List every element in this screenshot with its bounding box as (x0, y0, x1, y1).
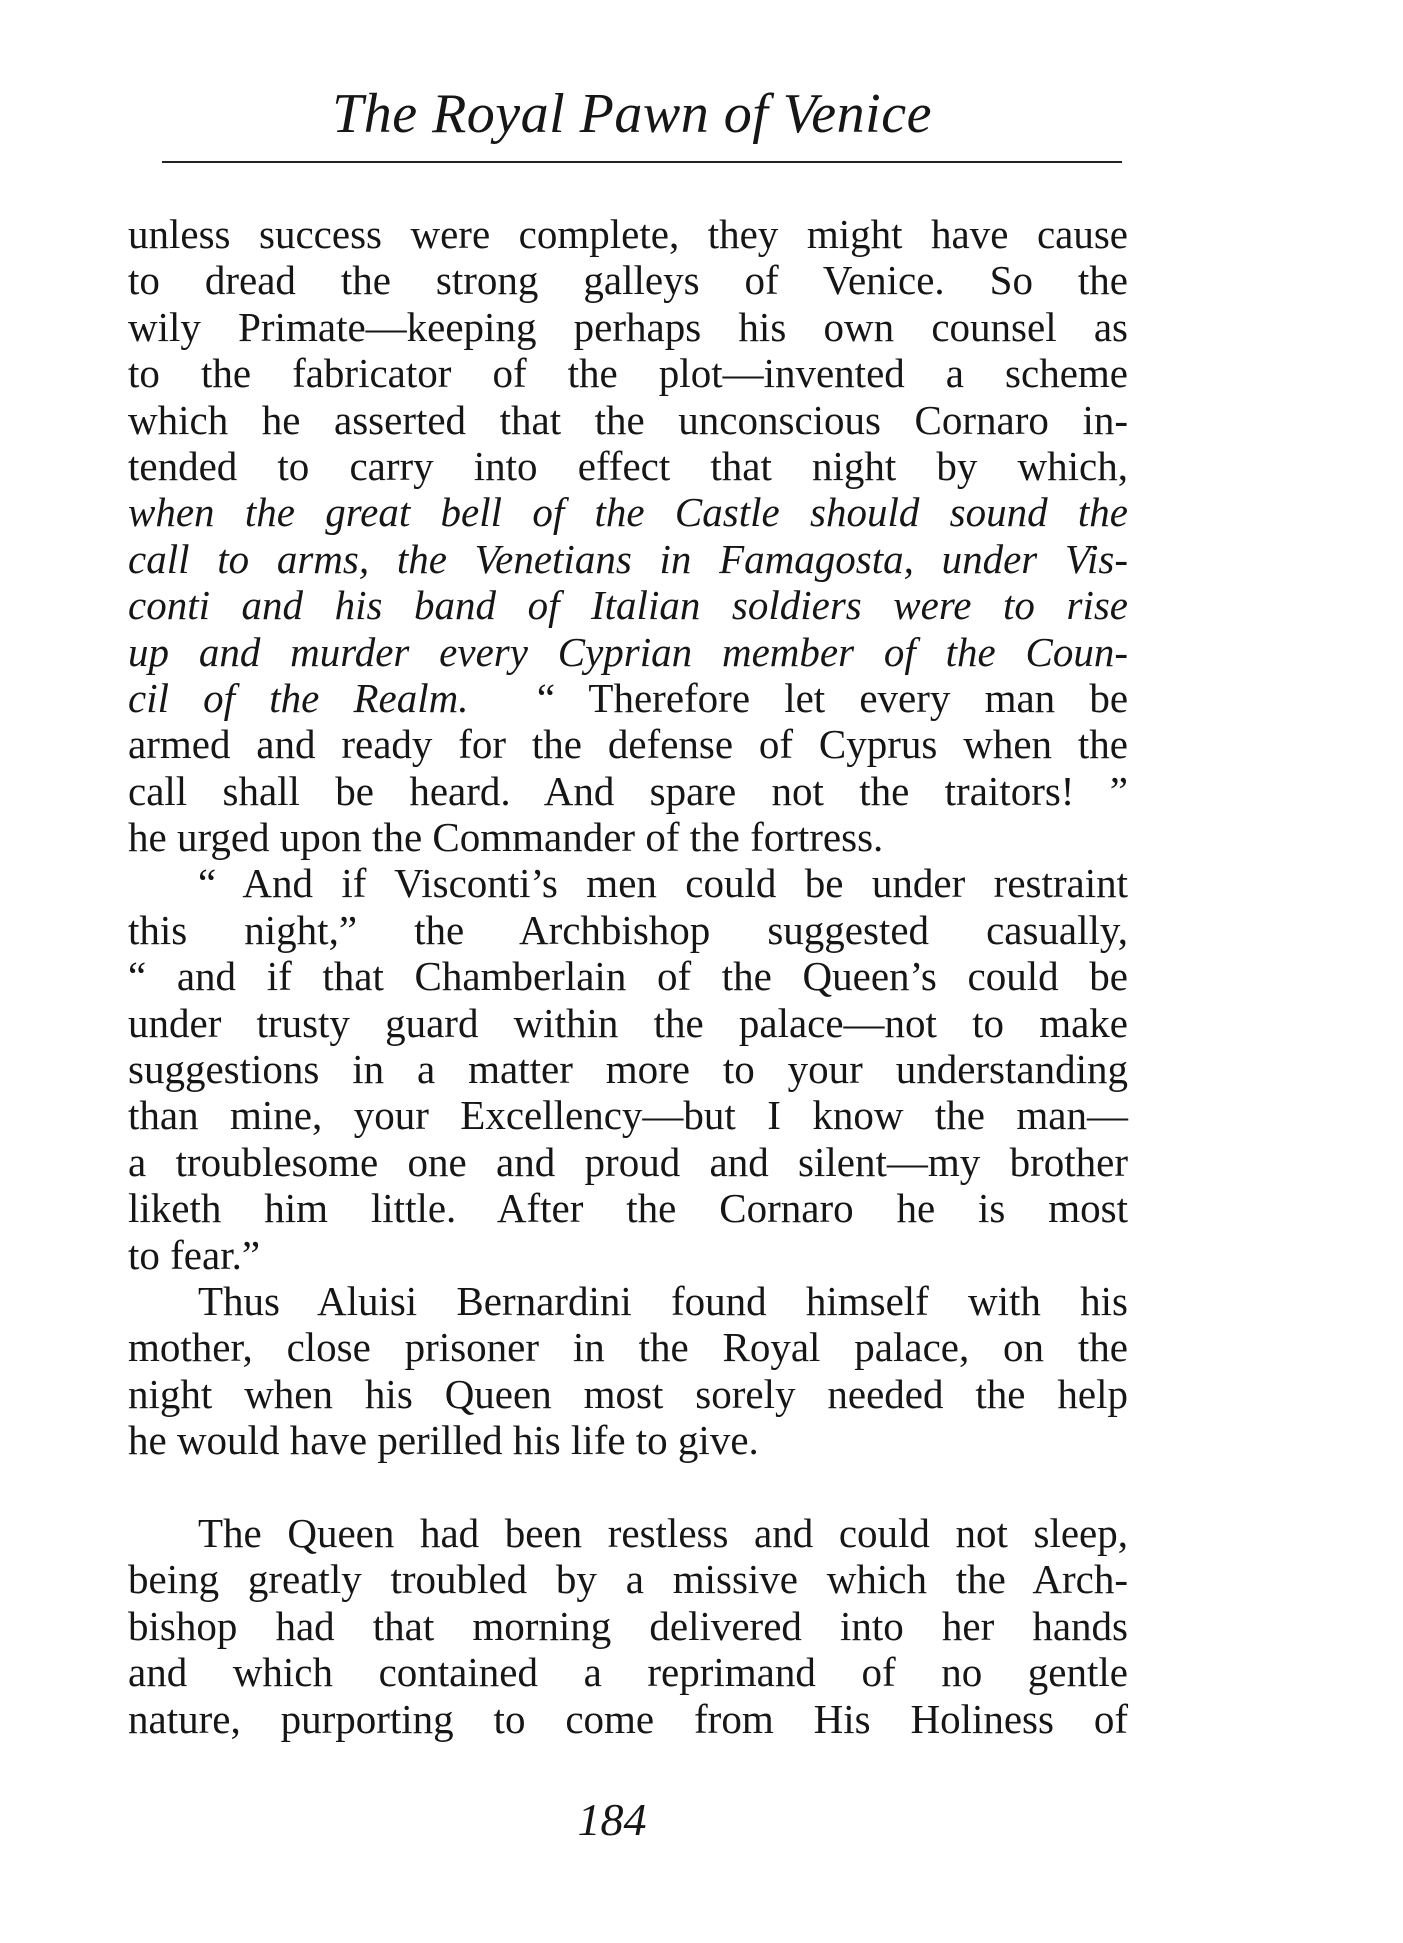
text-line: a troublesome one and proud and silent—my brother (128, 1138, 1128, 1185)
text-line: liketh him little. After the Cornaro he is most (128, 1185, 1128, 1232)
text-line: to fear.” (128, 1231, 261, 1278)
body-text (128, 211, 1128, 1742)
text-line: “ and if that Chamberlain of the Queen’s could be (128, 953, 1128, 1000)
section-break (128, 1464, 1128, 1510)
italic-text-line: when the great bell of the Castle should sound the (128, 489, 1128, 536)
text-line: “ And if Visconti’s men could be under restraint (198, 860, 1128, 907)
text-line: armed and ready for the defense of Cyprus when the (128, 721, 1128, 768)
text-line: to dread the strong galleys of Venice. So the (128, 257, 1128, 304)
paragraph (128, 860, 1128, 1278)
text-line: this night,” the Archbishop suggested casually, (128, 906, 1128, 953)
text-line: which he asserted that the unconscious Cornaro in- (128, 396, 1128, 443)
paragraph (128, 1510, 1128, 1742)
header-rule (162, 161, 1122, 163)
text-line: than mine, your Excellency—but I know the man— (128, 1092, 1128, 1139)
text-line: nature, purporting to come from His Holiness of (128, 1695, 1128, 1742)
quote-span: “ Therefore let every man be (536, 674, 1129, 721)
text-line: tended to carry into effect that night by which, (128, 442, 1128, 489)
text-line: he urged upon the Commander of the fortress. (128, 814, 884, 861)
italic-text-line: up and murder every Cyprian member of the Coun- (128, 628, 1128, 675)
paragraph (128, 1278, 1128, 1464)
italic-span: cil of the Realm. (128, 674, 469, 721)
text-line: under trusty guard within the palace—not to make (128, 999, 1128, 1046)
text-line: and which contained a reprimand of no gentle (128, 1649, 1128, 1696)
text-line: bishop had that morning delivered into her hands (128, 1602, 1128, 1649)
italic-text-line: call to arms, the Venetians in Famagosta, under Vis- (128, 535, 1128, 582)
text-line: night when his Queen most sorely needed the help (128, 1370, 1128, 1417)
text-line: The Queen had been restless and could not sleep, (198, 1509, 1128, 1556)
running-title: The Royal Pawn of Venice (332, 83, 932, 145)
text-line: call shall be heard. And spare not the traitors! ” (128, 767, 1128, 814)
text-line: being greatly troubled by a missive which the Arch- (128, 1556, 1128, 1603)
text-line: to the fabricator of the plot—invented a scheme (128, 350, 1128, 397)
text-line: Thus Aluisi Bernardini found himself with his (198, 1277, 1128, 1324)
paragraph (128, 211, 1128, 860)
text-line: suggestions in a matter more to your understanding (128, 1046, 1128, 1093)
text-line: wily Primate—keeping perhaps his own counsel as (128, 303, 1128, 350)
text-line: mother, close prisoner in the Royal palace, on the (128, 1324, 1128, 1371)
page-number: 184 (577, 1794, 647, 1845)
text-line: he would have perilled his life to give. (128, 1417, 759, 1464)
text-line (128, 675, 1128, 721)
text-line: unless success were complete, they might have cause (128, 211, 1128, 257)
italic-text-line: conti and his band of Italian soldiers were to rise (128, 582, 1128, 629)
